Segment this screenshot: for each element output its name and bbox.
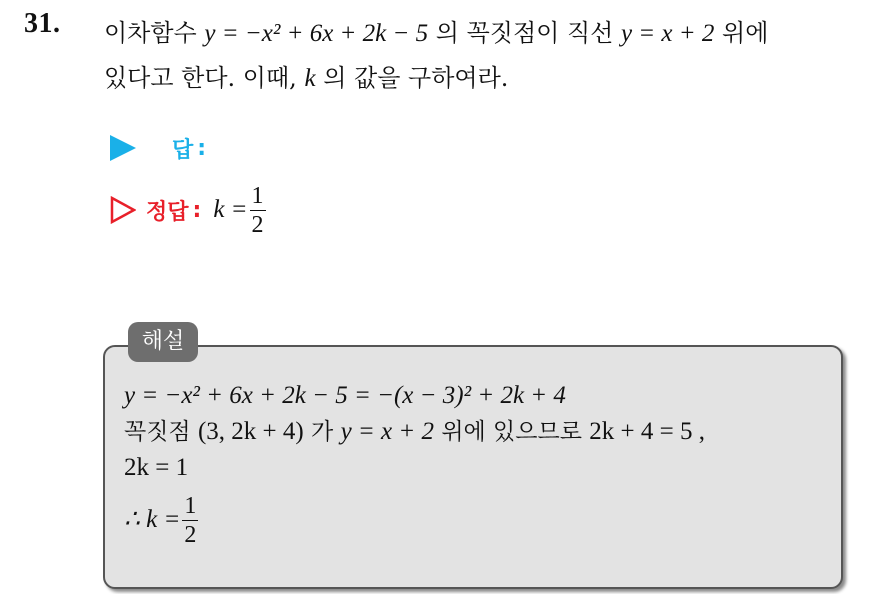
- question-text-part: 이차함수: [104, 19, 197, 47]
- linear-equation: 2k = 1: [124, 454, 189, 481]
- solution-text-part: 위에 있으므로: [441, 419, 582, 445]
- solution-line-3: [124, 450, 864, 486]
- question-line-2: [104, 56, 874, 101]
- fraction-numerator: 1: [184, 492, 197, 519]
- conclusion-lhs: ∴ k =: [124, 506, 181, 533]
- solution-line-4: [124, 486, 864, 554]
- solution-text-part: 가: [311, 419, 334, 445]
- quadratic-equation: y = −x² + 6x + 2k − 5: [204, 20, 429, 47]
- fraction-denominator: 2: [251, 211, 264, 238]
- question-text-part: 의 값을 구하여라.: [323, 64, 509, 92]
- filled-play-triangle-icon: [110, 135, 136, 161]
- correct-answer-label: 정답: [146, 199, 189, 225]
- question-text-part: 의 꼭짓점이 직선: [435, 19, 614, 47]
- fraction-numerator: 1: [251, 182, 264, 209]
- question-line-1: [104, 11, 874, 56]
- solution-line-1: [124, 378, 864, 414]
- line-equation: y = x + 2: [620, 20, 715, 47]
- correct-answer-colon: :: [192, 197, 202, 223]
- fraction-bar: [182, 520, 198, 521]
- solution-text-part: 꼭짓점: [124, 419, 191, 445]
- correct-answer-row: [110, 178, 268, 242]
- fraction-bar: [250, 210, 266, 211]
- question-text: [104, 11, 874, 101]
- question-text-part: 있다고 한다. 이때,: [104, 64, 297, 92]
- answer-colon: :: [197, 135, 207, 161]
- vertex-point: (3, 2k + 4): [197, 418, 304, 445]
- solution-content: [124, 378, 864, 554]
- correct-answer-lhs: k =: [213, 196, 248, 223]
- solution-line-2: [124, 414, 864, 450]
- question-text-part: 위에: [722, 19, 769, 47]
- completed-square-equation: y = −x² + 6x + 2k − 5 = −(x − 3)² + 2k + 4: [124, 382, 566, 409]
- solution-tab: 해설: [128, 322, 198, 362]
- outline-play-triangle-icon: [110, 196, 136, 224]
- fraction-denominator: 2: [184, 521, 197, 548]
- answer-label: 답: [172, 137, 194, 163]
- correct-answer-fraction: [250, 183, 266, 238]
- variable-k: k: [304, 65, 316, 92]
- condition-equation: 2k + 4 = 5 ,: [589, 418, 705, 445]
- conclusion-fraction: [182, 493, 198, 548]
- answer-row: [110, 128, 206, 168]
- problem-number: 31.: [24, 8, 61, 39]
- line-equation: y = x + 2: [340, 418, 434, 445]
